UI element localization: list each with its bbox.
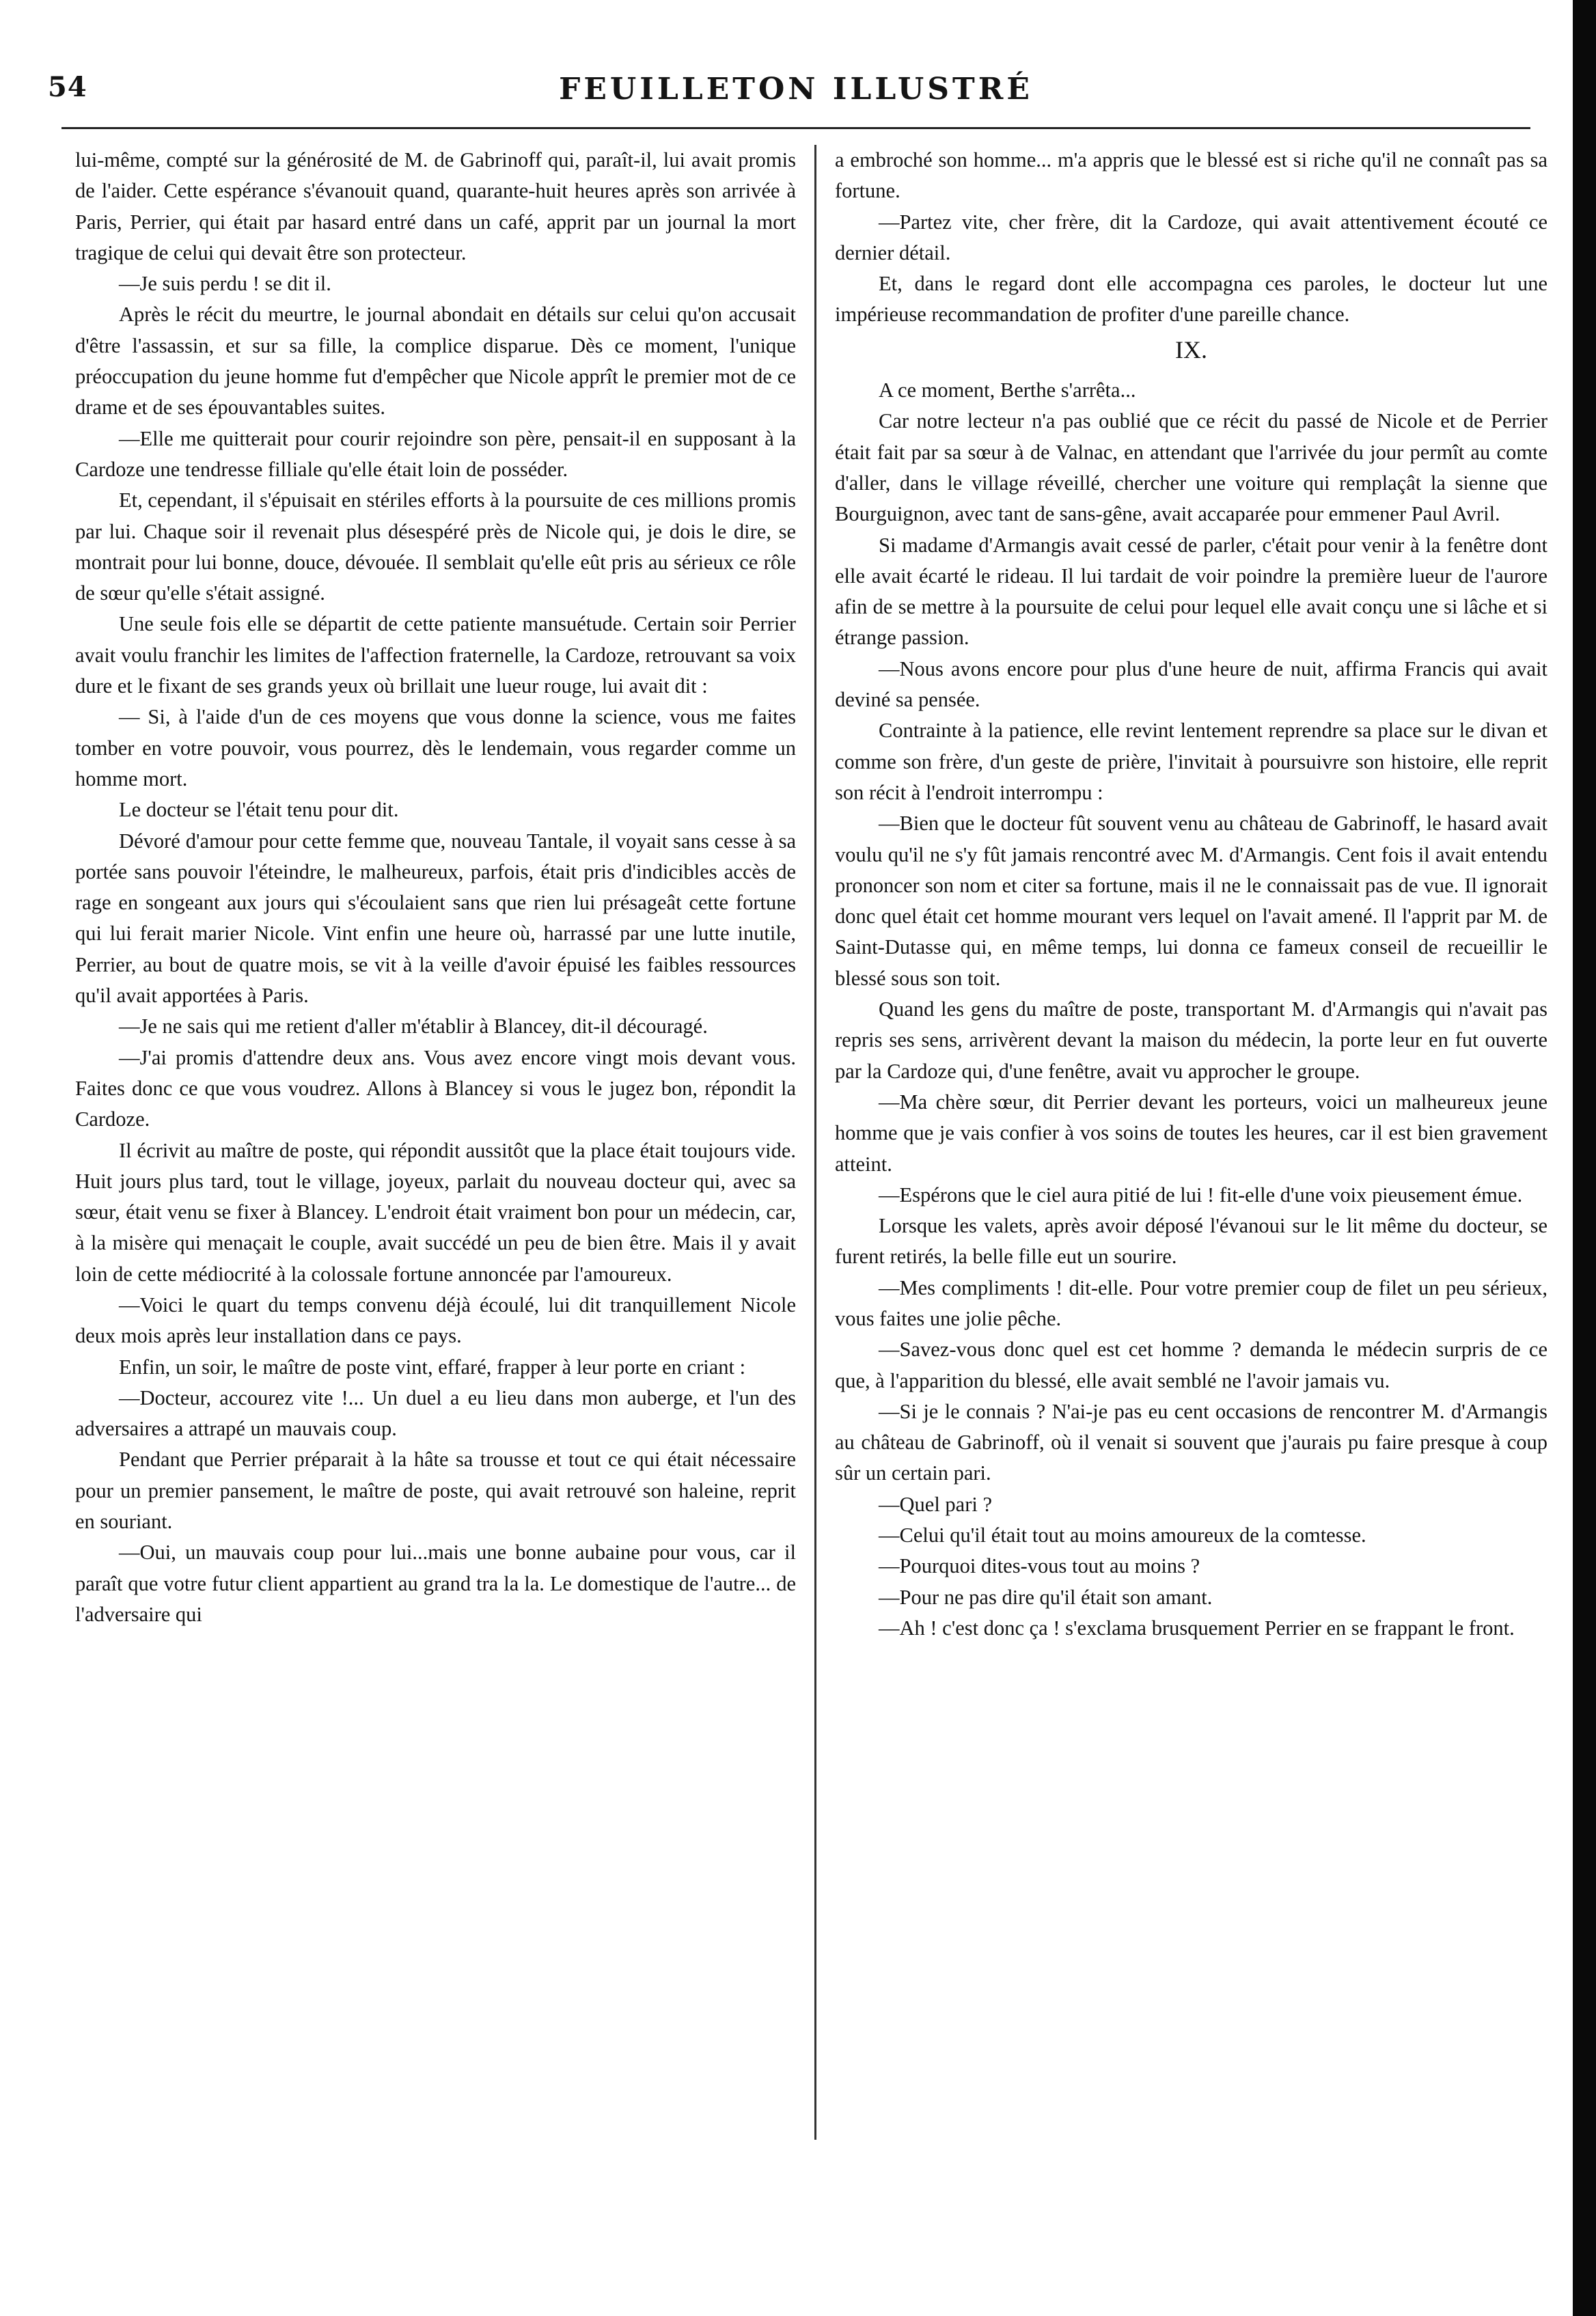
paragraph: —Je suis perdu ! se dit il. [119, 272, 331, 296]
header-rule [61, 127, 1530, 129]
paragraph: lui-même, compté sur la générosité de M. de Gabrinoff qui, paraît-il, lui avait promis de l'aider. Cette espérance s'évanouit quand, quarante-huit heures après son arrivée à Paris, Perrier, qui était par hasard entré dans un café, apprit par un journal la mort tragique de celui qui devait être son protecteur. [75, 148, 796, 264]
paragraph: Car notre lecteur n'a pas oublié que ce récit du passé de Nicole et de Perrier était fait par sa sœur à de Valnac, en attendant que l'arrivée du jour permît au comte d'aller, dans le village réveillé, chercher une voiture qui remplaçât la sienne que Bourguignon, avec tant de sans-gêne, avait accaparée pour emmener Paul Avril. [835, 409, 1547, 526]
paragraph: —Celui qu'il était tout au moins amoureux de la comtesse. [879, 1524, 1366, 1547]
paragraph: Il écrivit au maître de poste, qui répondit aussitôt que la place était toujours vide. Huit jours plus tard, tout le village, joyeux, parlait du nouveau docteur qui, avec sa sœur, était venu se fixer à Blancey. L'endroit était vraiment bon pour un médecin, car, à la misère qui menaçait le couple, avait succédé un peu de bien être. Mais il y avait loin de cette médiocrité à la colossale fortune annoncée par l'amoureux. [75, 1138, 796, 1286]
paragraph: Après le récit du meurtre, le journal abondait en détails sur celui qu'on accusait d'être l'assassin, et sur sa fille, la complice disparue. Dès ce moment, l'unique préoccupation du jeune homme fut d'empêcher que Nicole apprît le premier mot de ce drame et de ses épouvantables suites. [75, 303, 796, 419]
paragraph: Enfin, un soir, le maître de poste vint, effaré, frapper à leur porte en criant : [119, 1355, 746, 1379]
paragraph: —Partez vite, cher frère, dit la Cardoze, qui avait attentivement écouté ce dernier détail. [835, 210, 1547, 264]
paragraph: Dévoré d'amour pour cette femme que, nouveau Tantale, il voyait sans cesse à sa portée sans pouvoir l'éteindre, le malheureux, parfois, était pris d'indicibles accès de rage en songeant aux jours qui s'écoulaient sans que rien lui présageât cette fortune qui lui ferait marier Nicole. Vint enfin une heure où, harrassé par une lutte inutile, Perrier, au bout de quatre mois, se vit à la veille d'avoir épuisé les faibles ressources qu'il avait apportées à Paris. [75, 829, 796, 1008]
running-title: FEUILLETON ILLUSTRÉ [559, 71, 1033, 107]
paragraph: A ce moment, Berthe s'arrêta... [879, 378, 1136, 402]
paragraph: Quand les gens du maître de poste, transportant M. d'Armangis qui n'avait pas repris ses sens, arrivèrent devant la maison du médecin, la porte leur en fut ouverte par la Cardoze qui, d'une fenêtre, avait vu approcher le groupe. [835, 997, 1547, 1083]
paragraph: —Quel pari ? [879, 1492, 992, 1516]
paragraph: —Pourquoi dites-vous tout au moins ? [879, 1554, 1200, 1578]
paragraph: Lorsque les valets, après avoir déposé l'évanoui sur le lit même du docteur, se furent retirés, la belle fille eut un sourire. [835, 1214, 1547, 1269]
paragraph: Et, dans le regard dont elle accompagna ces paroles, le docteur lut une impérieuse recommandation de profiter d'une pareille chance. [835, 272, 1547, 327]
paragraph: — Si, à l'aide d'un de ces moyens que vous donne la science, vous me faites tomber en votre pouvoir, vous pourrez, dès le lendemain, vous regarder comme un homme mort. [75, 705, 796, 790]
paragraph: —Docteur, accourez vite !... Un duel a eu lieu dans mon auberge, et l'un des adversaires a attrapé un mauvais coup. [75, 1386, 796, 1441]
paragraph: —Espérons que le ciel aura pitié de lui ! fit-elle d'une voix pieusement émue. [879, 1183, 1523, 1207]
paragraph: Contrainte à la patience, elle revint lentement reprendre sa place sur le divan et comme son frère, d'un geste de prière, l'invitait à poursuivre son histoire, elle reprit son récit à l'endroit interrompu : [835, 719, 1547, 804]
paragraph: —Nous avons encore pour plus d'une heure de nuit, affirma Francis qui avait deviné sa pensée. [835, 657, 1547, 712]
scan-edge-shadow [1573, 0, 1596, 2316]
paragraph: —Si je le connais ? N'ai-je pas eu cent occasions de rencontrer M. d'Armangis au château de Gabrinoff, où il venait si souvent que j'aurais pu faire presque à coup sûr un certain pari. [835, 1399, 1547, 1485]
paragraph: —Elle me quitterait pour courir rejoindre son père, pensait-il en supposant à la Cardoze une tendresse filliale qu'elle était loin de posséder. [75, 426, 796, 481]
right-column [835, 145, 1547, 1644]
paragraph: —Ma chère sœur, dit Perrier devant les porteurs, voici un malheureux jeune homme que je vais confier à vos soins de toutes les heures, car il est bien gravement atteint. [835, 1090, 1547, 1176]
paragraph: Pendant que Perrier préparait à la hâte sa trousse et tout ce qui était nécessaire pour un premier pansement, le maître de poste, qui avait retrouvé son haleine, reprit en souriant. [75, 1448, 796, 1534]
paragraph: —Voici le quart du temps convenu déjà écoulé, lui dit tranquillement Nicole deux mois après leur installation dans ce pays. [75, 1293, 796, 1348]
paragraph: —Ah ! c'est donc ça ! s'exclama brusquement Perrier en se frappant le front. [879, 1616, 1515, 1640]
paragraph: —Bien que le docteur fût souvent venu au château de Gabrinoff, le hasard avait voulu qu'il ne s'y fût jamais rencontré avec M. d'Armangis. Cent fois il avait entendu prononcer son nom et citer sa fortune, mais il ne le connaissait pas de vue. Il ignorait donc quel était cet homme mourant vers lequel on l'avait amené. Il l'apprit par M. de Saint-Dutasse qui, en même temps, lui donna ce fameux conseil de recueillir le blessé sous son toit. [835, 812, 1547, 990]
paragraph: —Savez-vous donc quel est cet homme ? demanda le médecin surpris de ce que, à l'apparition du blessé, elle avait semblé ne l'avoir jamais vu. [835, 1338, 1547, 1392]
page-header [48, 68, 1544, 109]
paragraph: a embroché son homme... m'a appris que le blessé est si riche qu'il ne connaît pas sa fortune. [835, 148, 1547, 203]
paragraph: Si madame d'Armangis avait cessé de parler, c'était pour venir à la fenêtre dont elle avait écarté le rideau. Il lui tardait de voir poindre la première lueur de l'aurore afin de se mettre à la poursuite de celui pour lequel elle avait conçu une si lâche et si étrange passion. [835, 533, 1547, 650]
section-heading: IX. [1175, 335, 1207, 363]
paragraph: —Pour ne pas dire qu'il était son amant. [879, 1585, 1213, 1609]
paragraph: —Oui, un mauvais coup pour lui...mais une bonne aubaine pour vous, car il paraît que votre futur client appartient au grand tra la la. Le domestique de l'autre... de l'adversaire qui [75, 1541, 796, 1626]
left-column [75, 145, 796, 1630]
paragraph: —Mes compliments ! dit-elle. Pour votre premier coup de filet un peu sérieux, vous faites une jolie pêche. [835, 1276, 1547, 1330]
paragraph: Une seule fois elle se départit de cette patiente mansuétude. Certain soir Perrier avait voulu franchir les limites de l'affection fraternelle, la Cardoze, retrouvant sa voix dure et le fixant de ses grands yeux où brillait une lueur rouge, lui avait dit : [75, 612, 796, 698]
paragraph: —Je ne sais qui me retient d'aller m'établir à Blancey, dit-il découragé. [119, 1015, 708, 1038]
paragraph: —J'ai promis d'attendre deux ans. Vous avez encore vingt mois devant vous. Faites donc ce que vous voudrez. Allons à Blancey si vous le jugez bon, répondit la Cardoze. [75, 1045, 796, 1131]
paragraph: Le docteur se l'était tenu pour dit. [119, 798, 399, 822]
column-divider [814, 145, 816, 2140]
paragraph: Et, cependant, il s'épuisait en stériles efforts à la poursuite de ces millions promis par lui. Chaque soir il revenait plus désespéré près de Nicole qui, je dois le dire, se montrait pour lui bonne, douce, dévouée. Il semblait qu'elle eût pris au sérieux ce rôle de sœur qu'elle s'était assigné. [75, 488, 796, 605]
page-number: 54 [48, 71, 87, 103]
